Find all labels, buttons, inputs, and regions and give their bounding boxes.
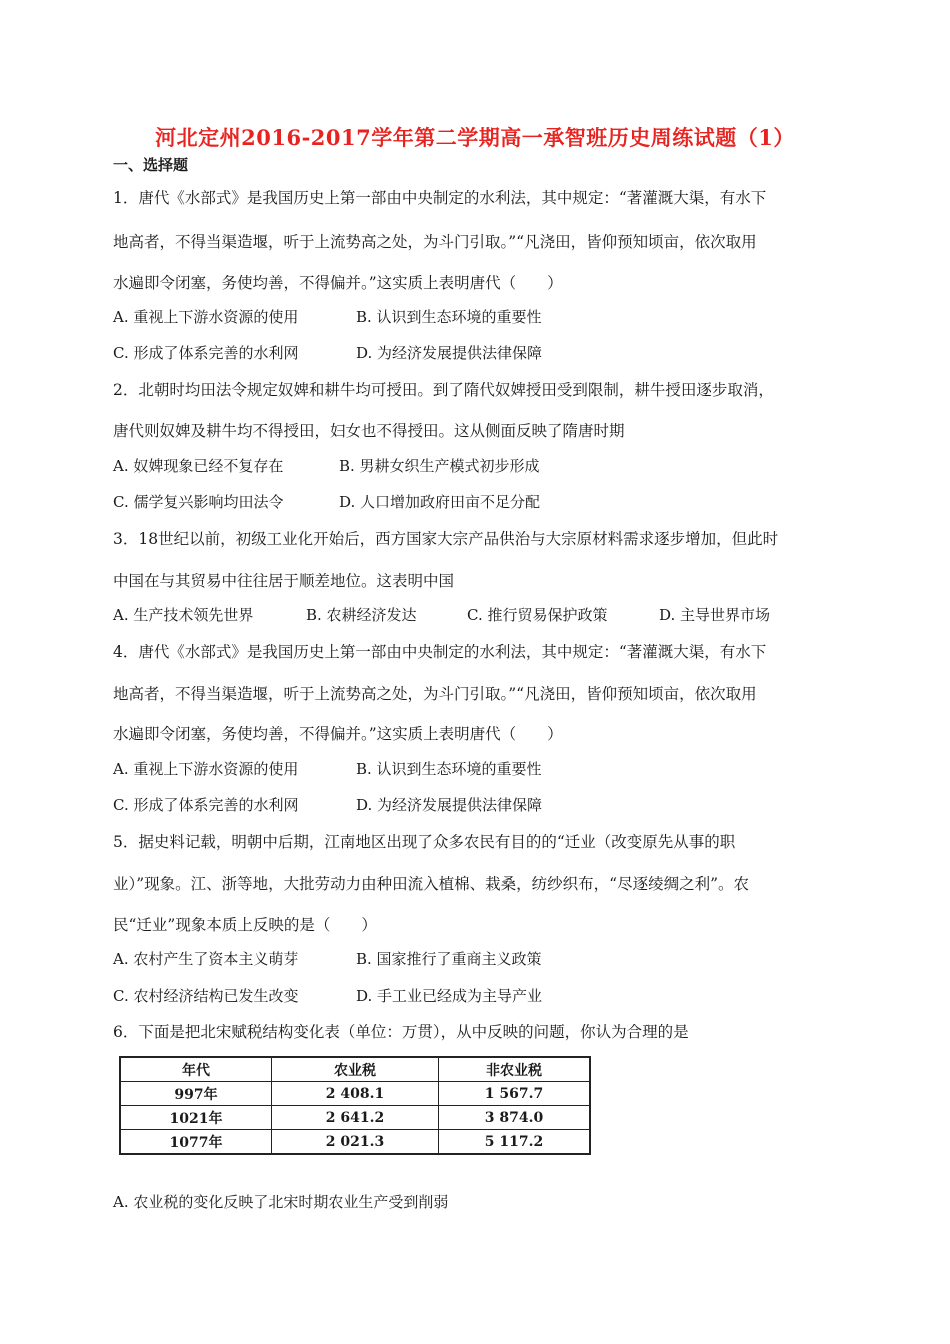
question-6-option-a: A. 农业税的变化反映了北宋时期农业生产受到削弱 [113, 1193, 449, 1211]
question-4-option-d: D. 为经济发展提供法律保障 [356, 796, 543, 814]
tax-structure-table [119, 1056, 591, 1155]
table-row [120, 1082, 590, 1106]
table-cell: 3 874.0 [439, 1106, 591, 1130]
question-1-line-3: 水遍即令闭塞，务使均善，不得偏并。”这实质上表明唐代（ ） [113, 274, 563, 292]
question-4-option-a: A. 重视上下游水资源的使用 [113, 760, 299, 778]
question-4-option-c: C. 形成了体系完善的水利网 [113, 796, 299, 814]
question-2-line-2: 唐代则奴婢及耕牛均不得授田，妇女也不得授田。这从侧面反映了隋唐时期 [113, 422, 625, 440]
question-5-line-2: 业）”现象。江、浙等地，大批劳动力由种田流入植棉、栽桑，纺纱织布，“尽逐绫绸之利”。农 [113, 875, 750, 893]
question-5-option-a: A. 农村产生了资本主义萌芽 [113, 950, 299, 968]
section-heading: 一、选择题 [113, 156, 189, 174]
question-3-line-1: 3．18世纪以前，初级工业化开始后，西方国家大宗产品供治与大宗原材料需求逐步增加，但此时 [113, 530, 779, 548]
table-cell: 1077年 [120, 1130, 272, 1155]
question-4-option-b: B. 认识到生态环境的重要性 [356, 760, 542, 778]
table-header-cell: 非农业税 [439, 1057, 591, 1082]
question-5-line-3: 民“迁业”现象本质上反映的是（ ） [113, 916, 377, 934]
question-5-line-1: 5．据史料记载，明朝中后期，江南地区出现了众多农民有目的的“迁业（改变原先从事的职 [113, 833, 736, 851]
question-2-line-1: 2．北朝时均田法令规定奴婢和耕牛均可授田。到了隋代奴婢授田受到限制，耕牛授田逐步取消， [113, 381, 774, 399]
question-2-option-a: A. 奴婢现象已经不复存在 [113, 457, 284, 475]
question-6-line-1: 6．下面是把北宋赋税结构变化表（单位：万贯），从中反映的问题，你认为合理的是 [113, 1023, 689, 1041]
question-1-option-c: C. 形成了体系完善的水利网 [113, 344, 299, 362]
question-1-option-d: D. 为经济发展提供法律保障 [356, 344, 543, 362]
question-2-option-c: C. 儒学复兴影响均田法令 [113, 493, 284, 511]
table-cell: 1 567.7 [439, 1082, 591, 1106]
question-4-line-1: 4．唐代《水部式》是我国历史上第一部由中央制定的水利法，其中规定：“著灌溉大渠，有水下 [113, 643, 767, 661]
table-header-cell: 年代 [120, 1057, 272, 1082]
question-5-option-b: B. 国家推行了重商主义政策 [356, 950, 542, 968]
question-4-line-3: 水遍即令闭塞，务使均善，不得偏并。”这实质上表明唐代（ ） [113, 725, 563, 743]
question-4-line-2: 地高者，不得当渠造堰，听于上流势高之处，为斗门引取。”“凡浇田，皆仰预知顷亩，依次取用 [113, 685, 757, 703]
question-1-option-a: A. 重视上下游水资源的使用 [113, 308, 299, 326]
question-3-option-a: A. 生产技术领先世界 [113, 606, 254, 624]
question-3-option-b: B. 农耕经济发达 [306, 606, 417, 624]
table-header-row [120, 1057, 590, 1082]
question-5-option-d: D. 手工业已经成为主导产业 [356, 987, 543, 1005]
question-3-line-2: 中国在与其贸易中往往居于顺差地位。这表明中国 [113, 572, 455, 590]
question-5-option-c: C. 农村经济结构已发生改变 [113, 987, 299, 1005]
table-cell: 2 021.3 [272, 1130, 439, 1155]
table-cell: 997年 [120, 1082, 272, 1106]
table-cell: 1021年 [120, 1106, 272, 1130]
question-3-option-d: D. 主导世界市场 [659, 606, 771, 624]
question-3-option-c: C. 推行贸易保护政策 [467, 606, 608, 624]
page-title: 河北定州2016-2017学年第二学期高一承智班历史周练试题（1） [155, 125, 795, 150]
table-cell: 5 117.2 [439, 1130, 591, 1155]
table-header-cell: 农业税 [272, 1057, 439, 1082]
table-row [120, 1130, 590, 1155]
table-cell: 2 641.2 [272, 1106, 439, 1130]
table-cell: 2 408.1 [272, 1082, 439, 1106]
question-1-line-2: 地高者，不得当渠造堰，听于上流势高之处，为斗门引取。”“凡浇田，皆仰预知顷亩，依次取用 [113, 233, 757, 251]
question-1-option-b: B. 认识到生态环境的重要性 [356, 308, 542, 326]
question-2-option-d: D. 人口增加政府田亩不足分配 [339, 493, 541, 511]
table-row [120, 1106, 590, 1130]
question-2-option-b: B. 男耕女织生产模式初步形成 [339, 457, 540, 475]
question-1-line-1: 1．唐代《水部式》是我国历史上第一部由中央制定的水利法，其中规定：“著灌溉大渠，有水下 [113, 189, 767, 207]
